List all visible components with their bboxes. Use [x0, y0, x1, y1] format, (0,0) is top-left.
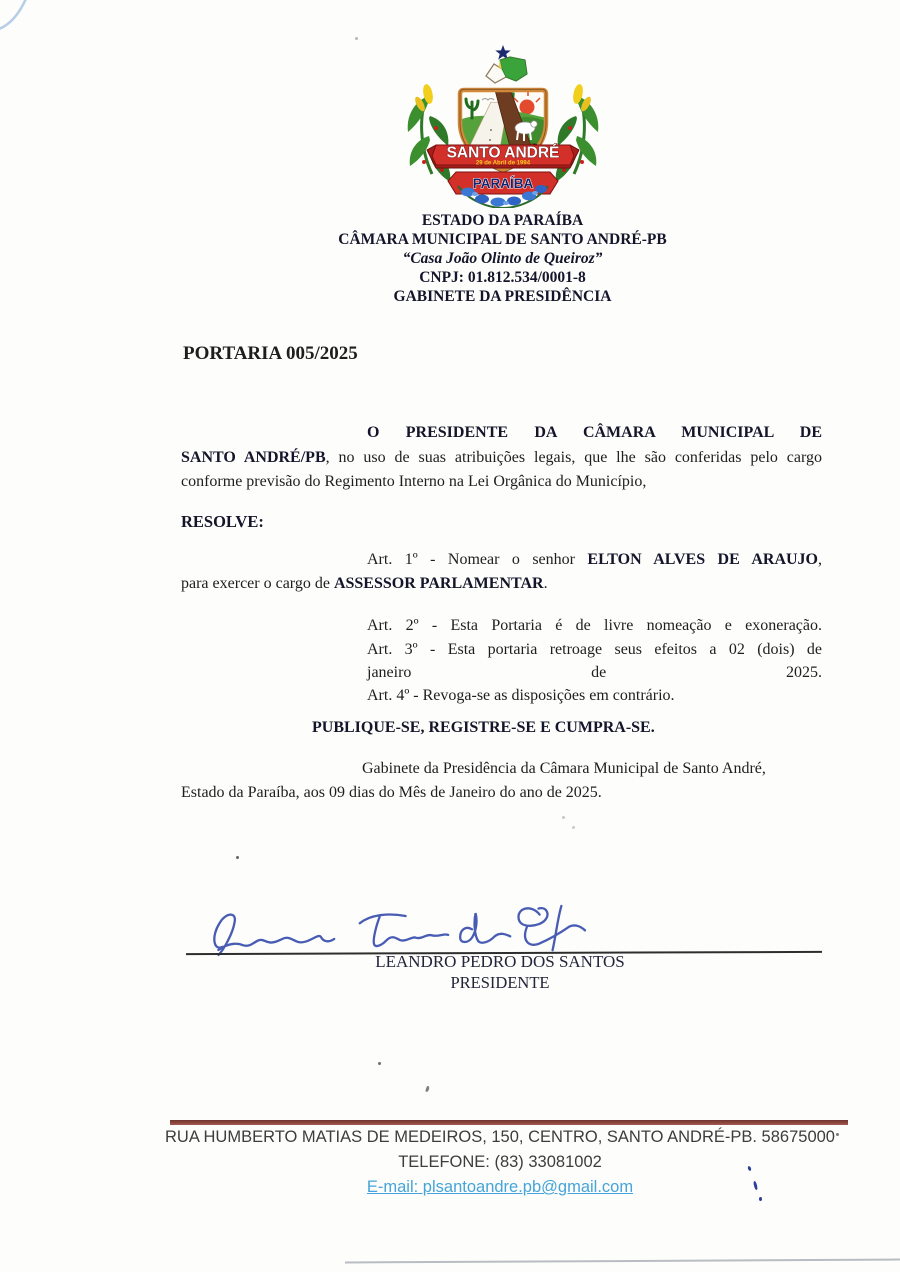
article1-line2-post: . — [543, 575, 548, 592]
body-p1-line2 — [181, 448, 822, 468]
signatory-name: LEANDRO PEDRO DOS SANTOS — [375, 952, 625, 971]
scan-speck — [572, 826, 575, 829]
article1-name-bold: ELTON ALVES DE ARAUJO — [587, 551, 818, 568]
org-house-name: “Casa João Olinto de Queiroz” — [402, 250, 603, 267]
coat-of-arms — [398, 44, 608, 208]
body-p1-line3: conforme previsão do Regimento Interno na Lei Orgânica do Município, — [181, 473, 647, 490]
scan-edge-line — [345, 1259, 900, 1264]
footer-phone: TELEFONE: (83) 33081002 — [398, 1153, 602, 1171]
city-banner — [427, 145, 579, 169]
article1-line2-pre: para exercer o cargo de — [181, 575, 334, 592]
gabinete-line1: Gabinete da Presidência da Câmara Municipal de Santo André, — [362, 760, 766, 777]
scan-speck — [562, 816, 565, 819]
article3-word-janeiro: janeiro — [367, 664, 412, 681]
org-cnpj: CNPJ: 01.812.534/0001-8 — [419, 269, 586, 286]
footer-rule — [170, 1120, 848, 1125]
crest-founding-date: 29 de Abril de 1994 — [475, 160, 531, 167]
gabinete-line2: Estado da Paraíba, aos 09 dias do Mês de Janeiro do ano de 2025. — [181, 784, 602, 801]
article1-line2 — [181, 574, 548, 594]
body-p1-line2-rest: , no uso de suas atribuições legais, que lhe são conferidas pelo cargo — [325, 449, 823, 466]
article1-pre: Art. 1º - Nomear o senhor — [367, 551, 588, 568]
org-office: GABINETE DA PRESIDÊNCIA — [393, 288, 612, 305]
signatory-role: PRESIDENTE — [450, 973, 550, 992]
paraiba-map-icon — [486, 57, 527, 83]
document-title: PORTARIA 005/2025 — [183, 343, 358, 364]
article1-line1 — [367, 550, 822, 570]
org-name-line: CÂMARA MUNICIPAL DE SANTO ANDRÉ-PB — [338, 231, 667, 248]
article3-word-2025: 2025. — [786, 664, 822, 681]
article3-word-de: de — [591, 664, 607, 681]
resolve-label: RESOLVE: — [181, 512, 264, 531]
org-state-line: ESTADO DA PARAÍBA — [421, 212, 584, 229]
scan-speck — [355, 37, 358, 40]
publique-line: PUBLIQUE-SE, REGISTRE-SE E CUMPRA-SE. — [312, 719, 655, 736]
org-header — [110, 211, 895, 306]
crest-state-name: PARAÍBA — [472, 176, 534, 191]
footer-email-link[interactable]: E-mail: plsantoandre.pb@gmail.com — [366, 1178, 634, 1196]
body-p1-line1: O PRESIDENTE DA CÂMARA MUNICIPAL DE — [367, 424, 822, 441]
body-p1-line2-bold: SANTO ANDRÉ/PB — [181, 449, 326, 466]
scan-speck — [425, 1086, 430, 1093]
scan-artifact-arc — [0, 0, 50, 50]
article4-line: Art. 4º - Revoga-se as disposições em contrário. — [367, 687, 675, 704]
article1-post: , — [818, 551, 822, 568]
article3-line1: Art. 3º - Esta portaria retroage seus efeitos a 02 (dois) de — [367, 641, 822, 658]
crest-city-name: SANTO ANDRÉ — [446, 144, 560, 162]
article2-line: Art. 2º - Esta Portaria é de livre nomeação e exoneração. — [367, 617, 822, 634]
article1-role-bold: ASSESSOR PARLAMENTAR — [333, 575, 544, 592]
ink-speck — [759, 1197, 762, 1201]
scan-speck — [378, 1062, 381, 1065]
article3-line2 — [367, 663, 822, 683]
scan-speck — [236, 856, 239, 859]
scan-speck — [836, 1133, 839, 1136]
footer-address: RUA HUMBERTO MATIAS DE MEDEIROS, 150, CENTRO, SANTO ANDRÉ-PB. 58675000 — [165, 1128, 835, 1146]
